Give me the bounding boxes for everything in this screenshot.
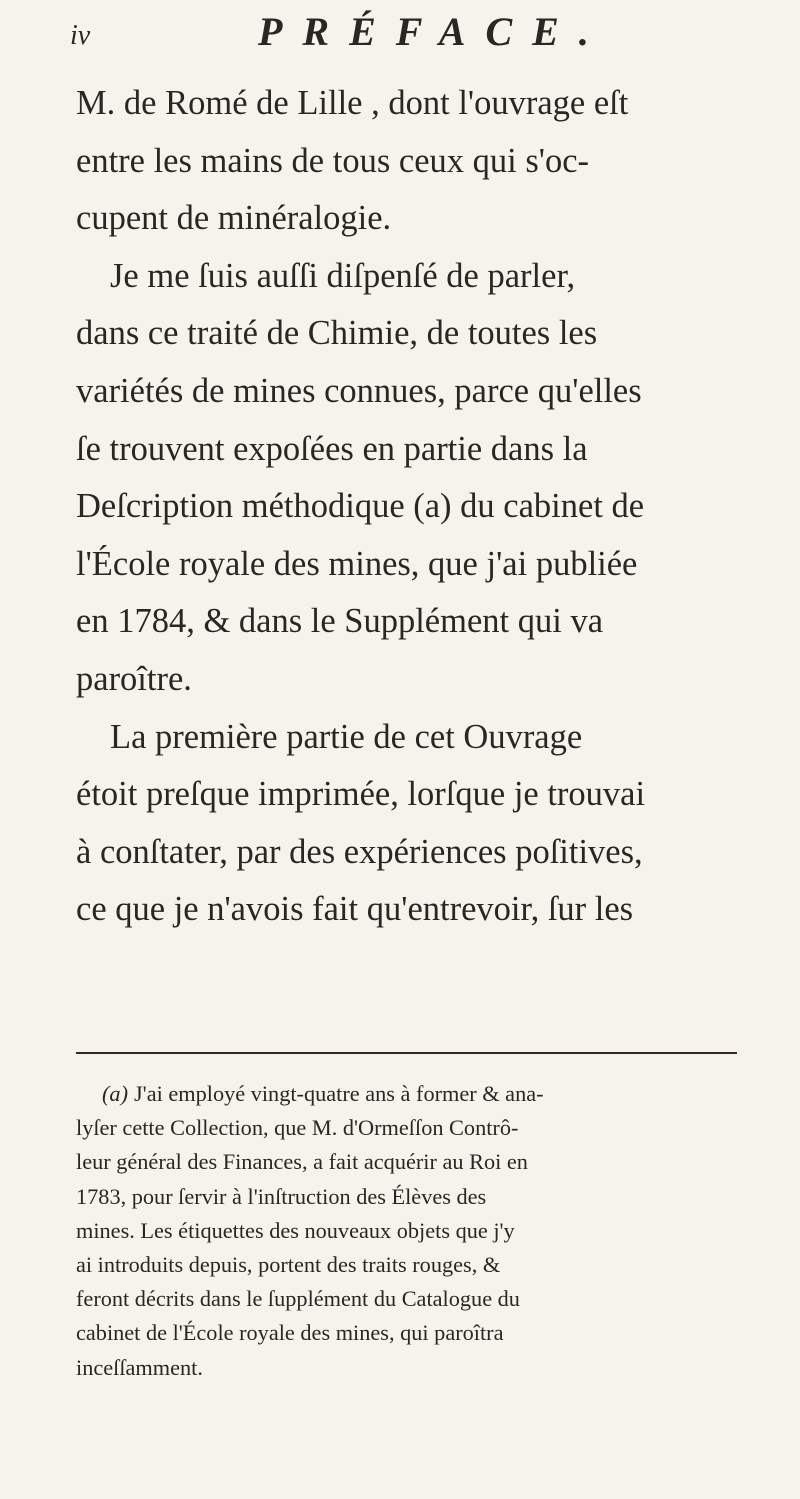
text-line: étoit preſque imprimée, lorſque je trouvai xyxy=(76,775,646,814)
footnote xyxy=(76,1077,740,1385)
text-line: La première partie de cet Ouvrage xyxy=(110,717,583,756)
text-line: entre les mains de tous ceux qui s'oc- xyxy=(76,141,590,180)
footnote-line: feront décrits dans le ſupplément du Catalogue du xyxy=(76,1286,520,1312)
footnote-text: J'ai employé vingt-quatre ans à former & ana- xyxy=(134,1081,544,1106)
footnote-divider xyxy=(76,1052,737,1054)
text-line: variétés de mines connues, parce qu'elles xyxy=(76,371,642,410)
text-line: l'École royale des mines, que j'ai publiée xyxy=(76,544,638,583)
running-head xyxy=(70,8,740,58)
text-line: paroître. xyxy=(76,659,192,698)
footnote-line: cabinet de l'École royale des mines, qui paroîtra xyxy=(76,1320,504,1346)
footnote-line: lyſer cette Collection, que M. d'Ormeſſon Contrô- xyxy=(76,1115,519,1141)
text-line: à conſtater, par des expériences poſitives, xyxy=(76,832,643,871)
footnote-line: mines. Les étiquettes des nouveaux objets que j'y xyxy=(76,1217,515,1243)
footnote-line xyxy=(76,1077,740,1111)
text-line: M. de Romé de Lille , dont l'ouvrage eſt xyxy=(76,84,629,122)
page-number: iv xyxy=(70,20,91,51)
text-line: en 1784, & dans le Supplément qui va xyxy=(76,602,604,641)
footnote-marker: (a) xyxy=(102,1081,128,1106)
main-text xyxy=(76,75,736,939)
text-line: ce que je n'avois fait qu'entrevoir, ſur les xyxy=(76,890,634,929)
running-title: PRÉFACE. xyxy=(258,9,609,54)
text-line: Deſcription méthodique (a) du cabinet de xyxy=(76,487,645,526)
footnote-line: ai introduits depuis, portent des traits rouges, & xyxy=(76,1252,501,1278)
footnote-line: inceſſamment. xyxy=(76,1354,203,1380)
text-line: ſe trouvent expoſées en partie dans la xyxy=(76,429,588,468)
text-line: dans ce traité de Chimie, de toutes les xyxy=(76,314,598,353)
footnote-line: leur général des Finances, a fait acquérir au Roi en xyxy=(76,1149,528,1175)
text-line: cupent de minéralogie. xyxy=(76,199,392,238)
footnote-line: 1783, pour ſervir à l'inſtruction des Élèves des xyxy=(76,1183,487,1209)
text-line: Je me ſuis auſſi diſpenſé de parler, xyxy=(110,256,576,295)
